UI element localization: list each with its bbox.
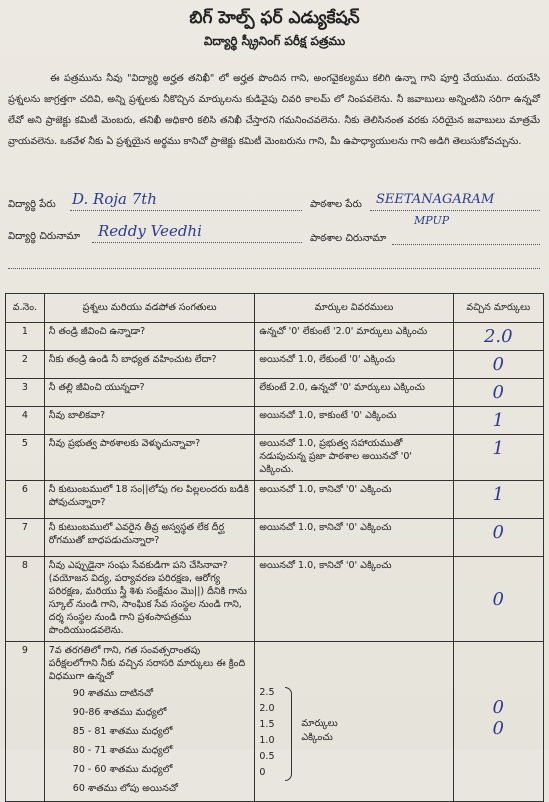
extra-address-line (8, 268, 540, 269)
row-score: 0 (492, 718, 504, 739)
row9-marks-scale (259, 645, 448, 795)
grade-list (49, 684, 251, 798)
row-score: 1 (492, 484, 504, 505)
header-question: ప్రశ్నలు మరియు వడపోత సంగతులు (44, 294, 255, 323)
marks-values (259, 685, 274, 781)
form-subtitle: విద్యార్థి స్క్రీనింగ్ పరీక్ష పత్రము (203, 34, 346, 48)
school-address-line (392, 244, 540, 245)
row-number: 4 (6, 407, 45, 435)
row-question (44, 642, 255, 802)
header-sno: వ.నెం. (6, 294, 45, 323)
row-score: 0 (492, 588, 504, 610)
row-question: నీవు బాలికవా? (44, 407, 255, 435)
row-number: 1 (6, 323, 45, 351)
row-number: 7 (6, 519, 45, 557)
row-score: 0 (492, 522, 504, 543)
row-marks-rule: అయినచో 1.0, కానిచో '0' ఎక్కించు (255, 557, 453, 642)
grade-item: 85 - 81 శాతము మధ్యలో (72, 726, 173, 737)
student-address-label: విద్యార్థి చిరునామా (8, 231, 81, 242)
row-score-cell[interactable] (453, 557, 543, 642)
brace-icon (285, 687, 292, 781)
row-question: నీ కుటుంబములో ఎవరైన తీవ్ర అస్వస్థత లేక దీర్ఘ రోగముతో బాధపడుచున్నారా? (44, 519, 255, 557)
student-name-line (70, 210, 302, 211)
header-score: వచ్చిన మార్కులు (453, 294, 543, 323)
screening-table (5, 293, 544, 802)
row-question: నీవు ఎప్పుడైనా సంఘ సేవకుడిగా పని చేసినావా? (వయోజన విద్య, పర్యావరణ పరిరక్షణ, ఆరోగ్య పరిరక్షణ, మరియు స్త్రీ శిశు సంక్షేమం మొ||) దీనికి గాను స్కూల్ నుండి గాని, సాంఘిక సేవ సంస్థల నుండి గాని, దర్శ సంస్థల నుండి గాని ప్రశంసాపత్రము పొందియుండవలెను. (44, 557, 255, 642)
table-row (6, 379, 544, 407)
row-score-cell[interactable] (453, 481, 543, 519)
row-score: 0 (492, 354, 504, 375)
row-marks-rule: అయినచో 1.0, లేకుంటే '0' ఎక్కించు (255, 351, 453, 379)
marks-label (301, 717, 337, 745)
row-score: 1 (492, 438, 504, 459)
row-score: 0 (492, 382, 504, 403)
school-address-label: పాఠశాల చిరునామా (310, 233, 387, 244)
grade-item: 70 - 60 శాతము మధ్యలో (72, 764, 173, 775)
row-question: నీ తల్లి జీవించి యున్నదా? (44, 379, 255, 407)
row-marks-rule: అయినచో 1.0, కాకుంటే '0' ఎక్కించు (255, 407, 453, 435)
table-row (6, 323, 544, 351)
marks-value: 0 (259, 767, 266, 778)
student-address-value[interactable]: Reddy Veedhi (98, 222, 202, 240)
student-name-label: విద్యార్థి పేరు (8, 199, 56, 210)
header-marks: మార్కుల వివరములు (255, 294, 453, 323)
row-marks-rule: లేకుంటే 2.0, ఉన్నచో '0' మార్కులు ఎక్కించు (255, 379, 453, 407)
student-name-value[interactable]: D. Roja 7th (72, 190, 157, 208)
school-name-value-2[interactable]: MPUP (414, 214, 450, 227)
marks-value: 2.0 (259, 703, 275, 714)
table-row (6, 642, 544, 802)
row-question: నీకు తండ్రి ఉండి నీ బాధ్యత వహించుట లేదా? (44, 351, 255, 379)
row-score-cell[interactable] (453, 323, 543, 351)
row-number: 8 (6, 557, 45, 642)
table-row (6, 519, 544, 557)
table-row (6, 351, 544, 379)
marks-label-line1: మార్కులు (301, 718, 338, 729)
row-score-cell[interactable] (453, 407, 543, 435)
table-row (6, 407, 544, 435)
school-name-line (370, 210, 540, 211)
grade-item: 60 శాతము లోపు అయినచో (72, 783, 178, 794)
table-header-row (6, 294, 544, 323)
grade-item: 80 - 71 శాతము మధ్యలో (72, 745, 173, 756)
row-score: 0 (492, 697, 504, 718)
marks-value: 0.5 (259, 751, 275, 762)
form-title: బిగ్ హెల్ప్ ఫర్ ఎడ్యుకేషన్ (189, 8, 360, 28)
row-score-cell[interactable] (453, 435, 543, 481)
student-address-line (92, 242, 302, 243)
marks-value: 1.5 (259, 719, 275, 730)
row-question: నీ కుటుంబములో 18 సం||లోపు గల పిల్లలందరు బడికి పోవుచున్నారా? (44, 481, 255, 519)
marks-value: 1.0 (259, 735, 275, 746)
grade-item: 90 శాతము దాటినచో (72, 688, 154, 699)
intro-paragraph: ఈ పత్రమును నీవు "విద్యార్థి అర్హత తనిఖీ" లో అర్హత పొందిన గాని, అంగవైకల్యము కలిగి ఉన్నా గాని పూర్తి చేయుము. దయచేసి ప్రశ్నలను జాగ్రత్తగా చదివి, అన్ని ప్రశ్నలకు నీకొచ్చిన మార్కులను కుడివైపు చివరి కాలమ్ లో నింపవలెను. నీ జవాబులు అన్నింటిని సరిగా ఉన్నవో లేవో అని ప్రాజెక్టు కమిటీ మెంబరు, తనిఖీ అధికారి కలిసి తనిఖీ చేస్తారని గమనించవలెను. నీకు తెలిసినంత వరకు సరియైన జవాబులు మాత్రమే వ్రాయవలెను. ఒకవేళ నీకు ఏ ప్రశ్నయైన అర్థము కానిచో ప్రాజెక్టు కమిటీ మెంబరును గాని, మీ ఉపాధ్యాయులను గాని అడిగి తెలుసుకోవచ్చును. (8, 73, 540, 147)
marks-label-line2: ఎక్కించు (301, 732, 333, 743)
row-number: 5 (6, 435, 45, 481)
row-marks-rule: అయినచో 1.0, కానిచో '0' ఎక్కించు (255, 481, 453, 519)
table-row (6, 481, 544, 519)
grade-item: 90-86 శాతము మధ్యలో (72, 707, 167, 718)
row-score-cell[interactable] (453, 642, 543, 802)
table-row (6, 557, 544, 642)
row-number: 3 (6, 379, 45, 407)
row-marks-rule: అయినచో 1.0, ప్రభుత్వ సహాయముతో నడుపుచున్న ప్రజా పాఠశాల అయినచో '0' ఎక్కించు. (255, 435, 453, 481)
table-row (6, 435, 544, 481)
row-number: 9 (6, 642, 45, 802)
row-number: 2 (6, 351, 45, 379)
marks-value: 2.5 (259, 687, 275, 698)
row-score-cell[interactable] (453, 351, 543, 379)
school-name-value[interactable]: SEETANAGARAM (376, 192, 495, 207)
row-marks-rule: అయినచో 1.0, కానిచో '0' ఎక్కించు (255, 519, 453, 557)
row-question: నీ తండ్రి జీవించి ఉన్నాడా? (44, 323, 255, 351)
row-marks-rule (255, 642, 453, 802)
row9-question-text: 7వ తరగతిలో గాని, గత సంవత్సరాంతపు పరీక్షలలోగాని నీకు వచ్చిన సరాసరి మార్కులు ఈ క్రింది విధముగా ఉన్నచో (48, 645, 246, 682)
school-name-label: పాఠశాల పేరు (310, 199, 362, 210)
row-score: 2.0 (483, 326, 513, 347)
row-score-cell[interactable] (453, 519, 543, 557)
row-question: నీవు ప్రభుత్వ పాఠశాలకు వెళ్ళుచున్నావా? (44, 435, 255, 481)
row-score: 1 (492, 410, 504, 431)
row-score-cell[interactable] (453, 379, 543, 407)
row-number: 6 (6, 481, 45, 519)
row-marks-rule: ఉన్నచో '0' లేకుంటే '2.0' మార్కులు ఎక్కించు (255, 323, 453, 351)
